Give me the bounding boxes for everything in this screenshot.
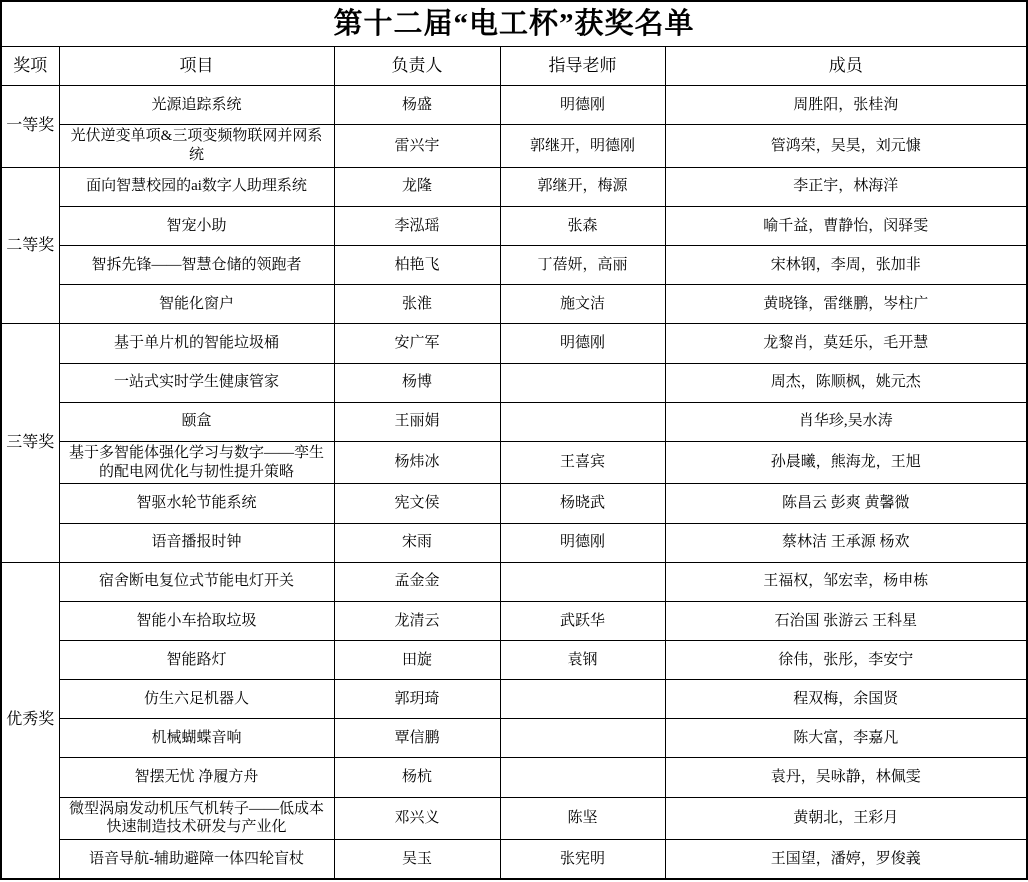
members-names-cell: 袁丹，吴咏静，林佩雯 <box>665 758 1027 797</box>
members-names-cell: 黄晓锋，雷继鹏，岑柱广 <box>665 285 1027 324</box>
leader-name-cell: 覃信鹏 <box>334 719 500 758</box>
members-names-cell: 石治国 张游云 王科星 <box>665 601 1027 640</box>
project-name-cell: 颐盒 <box>59 402 334 441</box>
advisor-name-cell <box>500 562 665 601</box>
leader-name-cell: 田旋 <box>334 641 500 680</box>
project-name-cell: 机械蝴蝶音响 <box>59 719 334 758</box>
title-row <box>1 1 1027 47</box>
table-row <box>1 324 1027 363</box>
leader-name-cell: 柏艳飞 <box>334 246 500 285</box>
leader-name-cell: 邓兴义 <box>334 797 500 840</box>
table-row <box>1 601 1027 640</box>
leader-name-cell: 杨博 <box>334 363 500 402</box>
table-row <box>1 758 1027 797</box>
members-names-cell: 陈大富，李嘉凡 <box>665 719 1027 758</box>
project-name-cell: 宿舍断电复位式节能电灯开关 <box>59 562 334 601</box>
advisor-name-cell: 明德刚 <box>500 86 665 125</box>
advisor-name-cell: 武跃华 <box>500 601 665 640</box>
table-row <box>1 680 1027 719</box>
leader-name-cell: 杨杭 <box>334 758 500 797</box>
advisor-name-cell: 明德刚 <box>500 523 665 562</box>
members-names-cell: 喻千益，曹静怡，闵驿雯 <box>665 206 1027 245</box>
award-group-label: 二等奖 <box>1 167 59 324</box>
leader-name-cell: 郭玥琦 <box>334 680 500 719</box>
members-names-cell: 陈昌云 彭爽 黄馨微 <box>665 484 1027 523</box>
table-row <box>1 402 1027 441</box>
advisor-name-cell: 明德刚 <box>500 324 665 363</box>
table-row <box>1 441 1027 484</box>
members-names-cell: 程双梅，余国贤 <box>665 680 1027 719</box>
project-name-cell: 一站式实时学生健康管家 <box>59 363 334 402</box>
table-body <box>1 86 1027 880</box>
project-name-cell: 智能化窗户 <box>59 285 334 324</box>
advisor-name-cell: 王喜宾 <box>500 441 665 484</box>
leader-name-cell: 孟金金 <box>334 562 500 601</box>
advisor-name-cell <box>500 758 665 797</box>
table-row <box>1 641 1027 680</box>
award-group-label: 优秀奖 <box>1 562 59 879</box>
members-names-cell: 周杰，陈顺枫，姚元杰 <box>665 363 1027 402</box>
members-names-cell: 管鸿荣，吴昊，刘元慷 <box>665 125 1027 168</box>
advisor-name-cell: 郭继开，梅源 <box>500 167 665 206</box>
project-name-cell: 基于单片机的智能垃圾桶 <box>59 324 334 363</box>
project-name-cell: 基于多智能体强化学习与数字——孪生的配电网优化与韧性提升策略 <box>59 441 334 484</box>
advisor-name-cell: 杨晓武 <box>500 484 665 523</box>
leader-name-cell: 李泓瑶 <box>334 206 500 245</box>
page-title: 第十二届“电工杯”获奖名单 <box>1 1 1027 47</box>
table-row <box>1 840 1027 879</box>
table-row <box>1 523 1027 562</box>
column-header-members: 成员 <box>665 47 1027 86</box>
leader-name-cell: 吴玉 <box>334 840 500 879</box>
award-group-label: 一等奖 <box>1 86 59 168</box>
column-header-leader: 负责人 <box>334 47 500 86</box>
table-row <box>1 484 1027 523</box>
leader-name-cell: 张淮 <box>334 285 500 324</box>
project-name-cell: 语音导航-辅助避障一体四轮盲杖 <box>59 840 334 879</box>
project-name-cell: 智能路灯 <box>59 641 334 680</box>
project-name-cell: 智拆先锋——智慧仓储的领跑者 <box>59 246 334 285</box>
column-header-advisor: 指导老师 <box>500 47 665 86</box>
members-names-cell: 黄朝北，王彩月 <box>665 797 1027 840</box>
leader-name-cell: 龙隆 <box>334 167 500 206</box>
column-header-row <box>1 47 1027 86</box>
members-names-cell: 周胜阳，张桂洵 <box>665 86 1027 125</box>
project-name-cell: 仿生六足机器人 <box>59 680 334 719</box>
advisor-name-cell <box>500 402 665 441</box>
table-row <box>1 206 1027 245</box>
table-row <box>1 562 1027 601</box>
leader-name-cell: 王丽娟 <box>334 402 500 441</box>
award-group-label: 三等奖 <box>1 324 59 562</box>
members-names-cell: 蔡林洁 王承源 杨欢 <box>665 523 1027 562</box>
project-name-cell: 微型涡扇发动机压气机转子——低成本快速制造技术研发与产业化 <box>59 797 334 840</box>
table-row <box>1 246 1027 285</box>
column-header-project: 项目 <box>59 47 334 86</box>
project-name-cell: 智摆无忧 净履方舟 <box>59 758 334 797</box>
advisor-name-cell: 张宪明 <box>500 840 665 879</box>
members-names-cell: 肖华珍,吴水涛 <box>665 402 1027 441</box>
project-name-cell: 智驱水轮节能系统 <box>59 484 334 523</box>
advisor-name-cell: 袁钢 <box>500 641 665 680</box>
table-row <box>1 719 1027 758</box>
table-row <box>1 125 1027 168</box>
advisor-name-cell: 张森 <box>500 206 665 245</box>
project-name-cell: 面向智慧校园的ai数字人助理系统 <box>59 167 334 206</box>
leader-name-cell: 安广军 <box>334 324 500 363</box>
members-names-cell: 王国望，潘婷，罗俊義 <box>665 840 1027 879</box>
leader-name-cell: 雷兴宇 <box>334 125 500 168</box>
leader-name-cell: 宪文侯 <box>334 484 500 523</box>
project-name-cell: 语音播报时钟 <box>59 523 334 562</box>
members-names-cell: 龙黎肖，莫廷乐，毛开慧 <box>665 324 1027 363</box>
leader-name-cell: 龙清云 <box>334 601 500 640</box>
members-names-cell: 孙晨曦，熊海龙，王旭 <box>665 441 1027 484</box>
leader-name-cell: 杨炜冰 <box>334 441 500 484</box>
column-header-award: 奖项 <box>1 47 59 86</box>
leader-name-cell: 宋雨 <box>334 523 500 562</box>
members-names-cell: 李正宇，林海洋 <box>665 167 1027 206</box>
project-name-cell: 智能小车拾取垃圾 <box>59 601 334 640</box>
table-row <box>1 86 1027 125</box>
advisor-name-cell: 丁蓓妍，高丽 <box>500 246 665 285</box>
members-names-cell: 王福权，邹宏幸，杨申栋 <box>665 562 1027 601</box>
table-row <box>1 797 1027 840</box>
leader-name-cell: 杨盛 <box>334 86 500 125</box>
table-row <box>1 167 1027 206</box>
advisor-name-cell <box>500 680 665 719</box>
advisor-name-cell: 陈坚 <box>500 797 665 840</box>
members-names-cell: 徐伟，张彤，李安宁 <box>665 641 1027 680</box>
advisor-name-cell <box>500 363 665 402</box>
project-name-cell: 智宠小助 <box>59 206 334 245</box>
advisor-name-cell <box>500 719 665 758</box>
members-names-cell: 宋林钢，李周，张加非 <box>665 246 1027 285</box>
project-name-cell: 光源追踪系统 <box>59 86 334 125</box>
advisor-name-cell: 郭继开，明德刚 <box>500 125 665 168</box>
advisor-name-cell: 施文洁 <box>500 285 665 324</box>
project-name-cell: 光伏逆变单项&三项变频物联网并网系统 <box>59 125 334 168</box>
table-row <box>1 363 1027 402</box>
table-row <box>1 285 1027 324</box>
